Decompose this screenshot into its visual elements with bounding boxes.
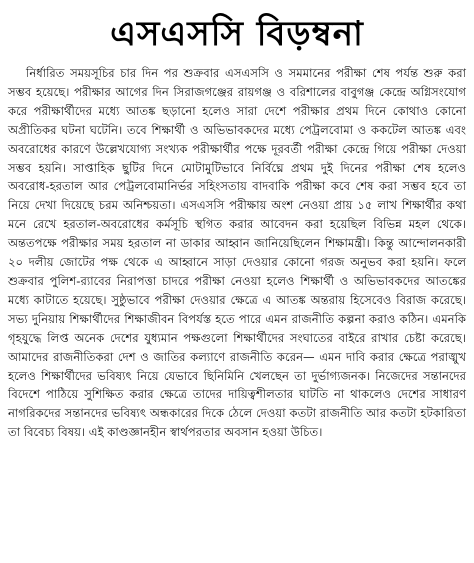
newspaper-clipping [0,8,474,563]
article-body: নির্ধারিত সময়সূচির চার দিন পর শুক্রবার এসএসসি ও সমমানের পরীক্ষা শেষ পর্যন্ত শুরু করা সম্ভব হয়েছে। পরীক্ষার আগের দিন সিরাজগঞ্জের রায়গঞ্জ ও বরিশালের বাবুগঞ্জ কেন্দ্রে অগ্নিসংযোগ করে পরীক্ষার্থীদের মধ্যে আতঙ্ক ছড়ানো হলেও সারা দেশে পরীক্ষার প্রথম দিনে কোথাও কোনো অপ্রীতিকর ঘটনা ঘটেনি। তবে শিক্ষার্থী ও অভিভাবকদের মধ্যে পেট্রলবোমা ও ককটেল আতঙ্ক এবং অবরোধের কারণে উল্লেখযোগ্য সংখ্যক পরীক্ষার্থীর পক্ষে দূরবর্তী পরীক্ষা কেন্দ্রে গিয়ে পরীক্ষা দেওয়া সম্ভব হয়নি। সাপ্তাহিক ছুটির দিনে মোটামুটিভাবে নির্বিঘ্নে প্রথম দুই দিনের পরীক্ষা শেষ হলেও অবরোধ-হরতাল আর পেট্রলবোমানির্ভর সহিংসতায় বাদবাকি পরীক্ষা কবে শেষ করা সম্ভব হবে তা নিয়ে দেখা দিয়েছে চরম অনিশ্চয়তা। এসএসসি পরীক্ষায় অংশ নেওয়া প্রায় ১৫ লাখ শিক্ষার্থীর কথা মনে রেখে হরতাল-অবরোধের কর্মসূচি স্থগিত করার আবেদন করা হয়েছিল বিভিন্ন মহল থেকে। অন্ততপক্ষে পরীক্ষার সময় হরতাল না ডাকার আহ্বান জানিয়েছিলেন শিক্ষামন্ত্রী। কিন্তু আন্দোলনকারী ২০ দলীয় জোটের পক্ষ থেকে এ আহ্বানে সাড়া দেওয়ার কোনো গরজ অনুভব করা হয়নি। ফলে শুক্রবার পুলিশ-র‍্যাবের নিরাপত্তা চাদরে পরীক্ষা নেওয়া হলেও শিক্ষার্থী ও অভিভাবকদের আতঙ্কের মধ্যে কাটাতে হয়েছে। সুষ্ঠুভাবে পরীক্ষা দেওয়ার ক্ষেত্রে এ আতঙ্ক অন্তরায় হিসেবেও বিরাজ করেছে। সভ্য দুনিয়ায় শিক্ষার্থীদের শিক্ষাজীবন বিপর্যস্ত হতে পারে এমন রাজনীতি কল্পনা করাও কঠিন। এমনকি গৃহযুদ্ধে লিপ্ত অনেক দেশের যুধ্যমান পক্ষগুলো শিক্ষার্থীদের সংঘাতের বাইরে রাখার চেষ্টা করেছে। আমাদের রাজনীতিকরা দেশ ও জাতির কল্যাণে রাজনীতি করেন— এমন দাবি করার ক্ষেত্রে পরাঙ্মুখ হলেও শিক্ষার্থীদের ভবিষ্যৎ নিয়ে যেভাবে ছিনিমিনি খেলছেন তা দুর্ভাগ্যজনক। নিজেদের সন্তানদের বিদেশে পাঠিয়ে সুশিক্ষিত করার ক্ষেত্রে তাদের দায়িত্বশীলতার ঘাটতি না থাকলেও দেশের সাধারণ নাগরিকদের সন্তানদের ভবিষ্যৎ অন্ধকারের দিকে ঠেলে দেওয়া কতটা রাজনীতি আর কতটা হটকারিতা তা বিবেচ্য বিষয়। এই কাণ্ডজ্ঞানহীন স্বার্থপরতার অবসান হওয়া উচিত। [8,66,466,440]
headline: এসএসসি বিড়ম্বনা [110,14,364,54]
